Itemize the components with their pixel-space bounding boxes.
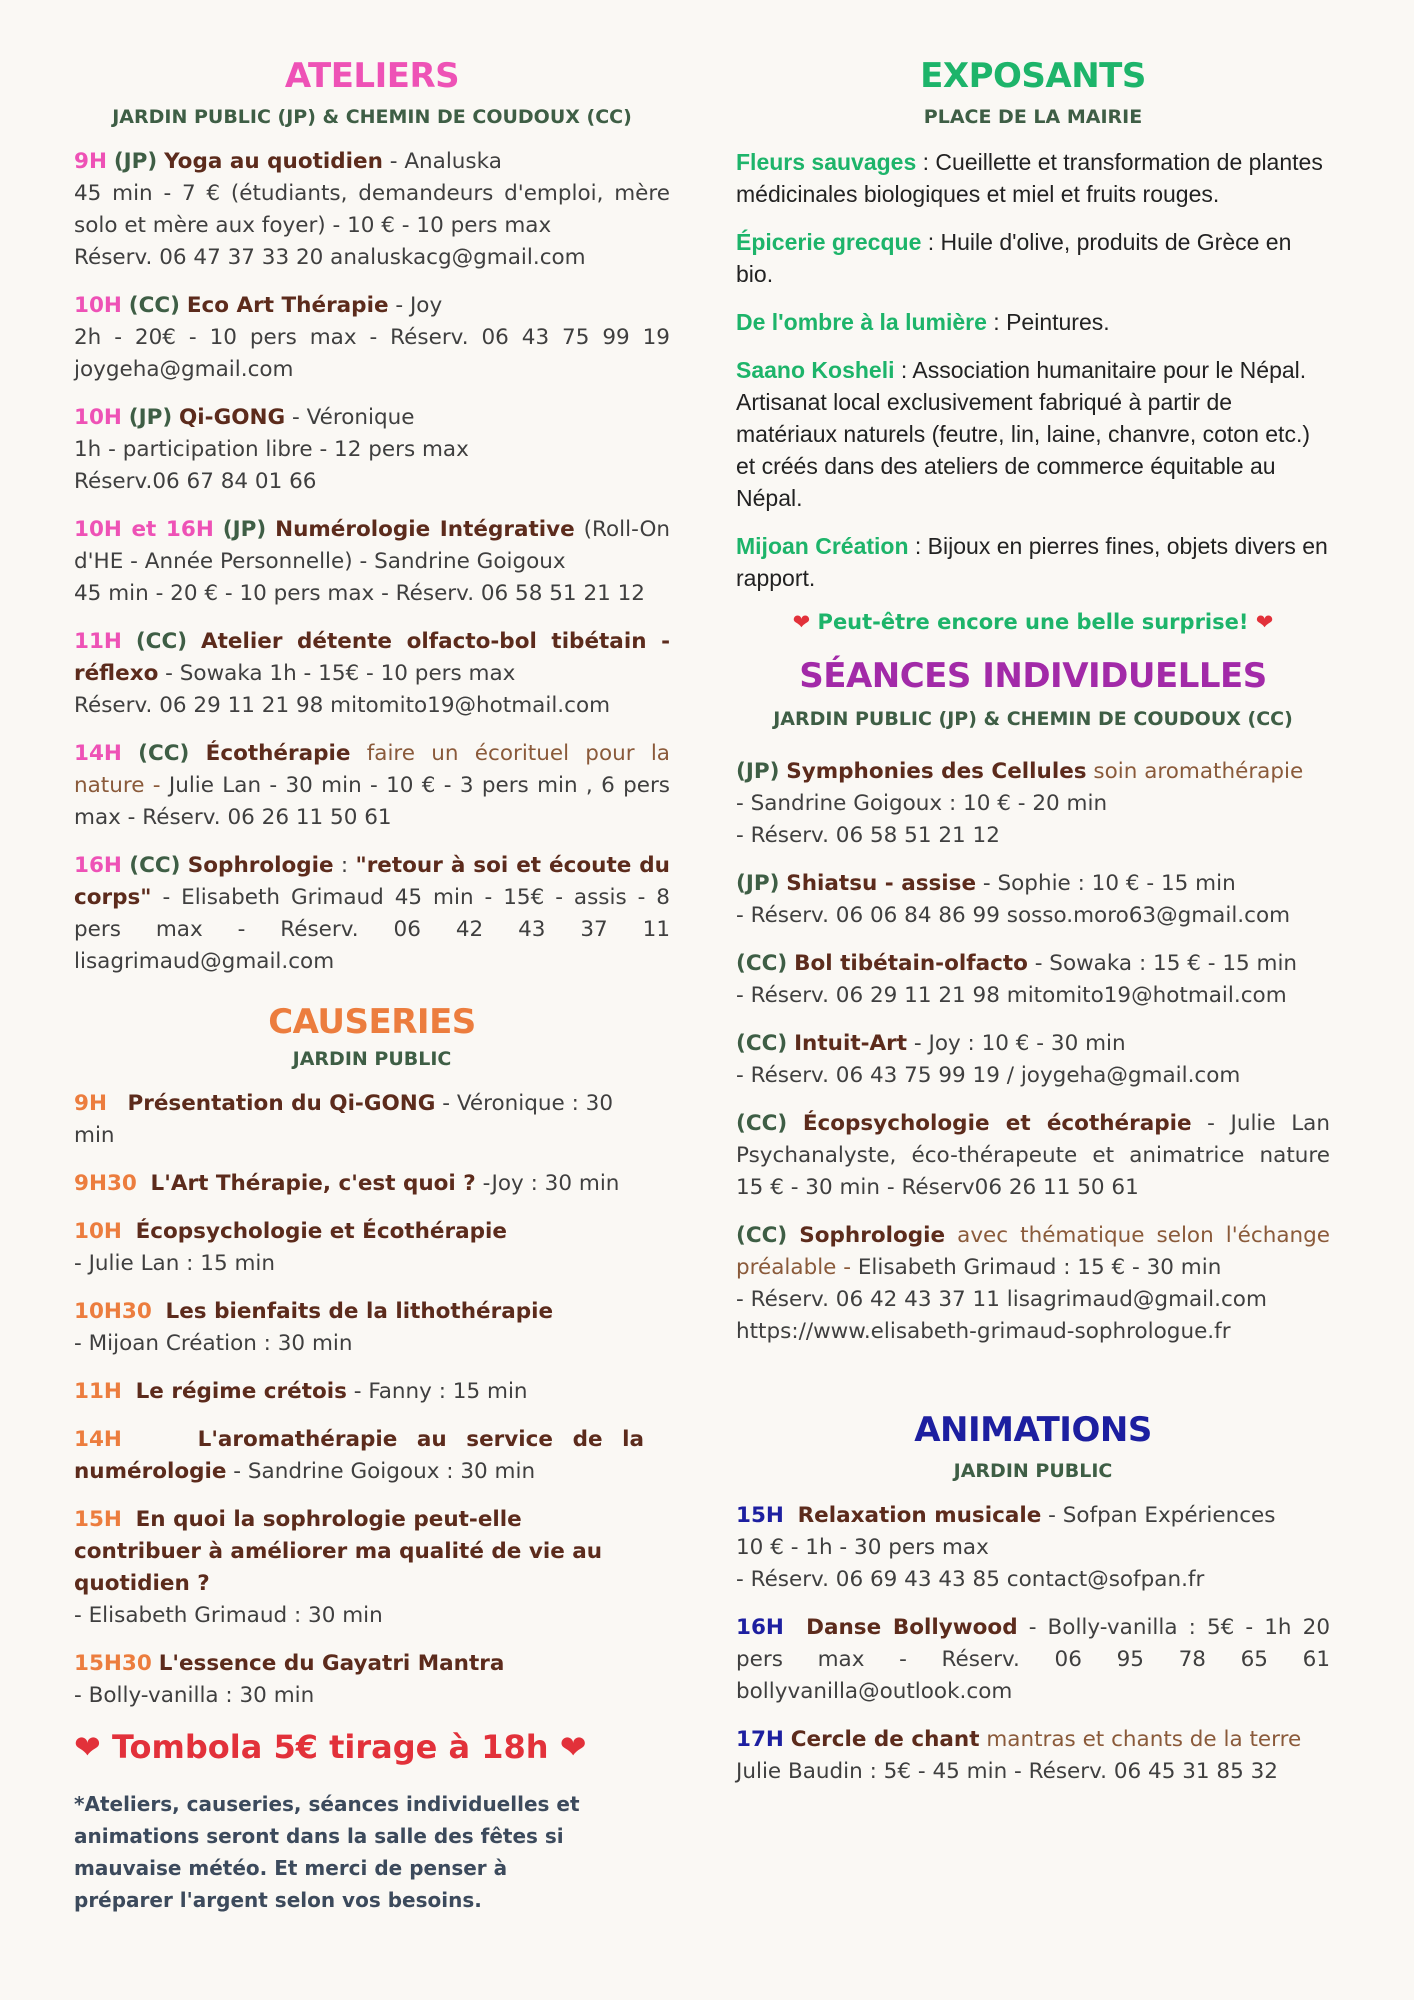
animations-subtitle: JARDIN PUBLIC	[953, 1460, 1113, 1482]
atelier-item	[74, 738, 670, 834]
atelier-time: 9H	[74, 149, 107, 174]
atelier-item	[74, 850, 670, 978]
seance-title: Sophrologie	[799, 1223, 946, 1248]
seance-details: - Joy : 10 € - 30 min	[907, 1031, 1126, 1056]
surprise-text: Peut-être encore une belle surprise!	[817, 610, 1249, 634]
seances-subtitle: JARDIN PUBLIC (JP) & CHEMIN DE COUDOUX (CC)	[773, 708, 1293, 730]
exposant-name: Épicerie grecque	[736, 229, 922, 255]
seance-booking: - Réserv. 06 43 75 99 19 / joygeha@gmail.com	[736, 1063, 1241, 1088]
atelier-host: (Roll-On d'HE - Année Personnelle) - Sandrine Goigoux	[74, 517, 671, 574]
atelier-time: 11H	[74, 629, 122, 654]
animation-title: Danse Bollywood	[806, 1615, 1018, 1640]
weather-note: *Ateliers, causeries, séances individuelles et animations seront dans la salle des fêtes si mauvaise météo. Et merci de penser à préparer l'argent selon vos besoins.	[74, 1792, 580, 1912]
animation-title: Cercle de chant	[790, 1727, 980, 1752]
causerie-title: L'Art Thérapie, c'est quoi ?	[150, 1171, 476, 1196]
seances-heading: SÉANCES INDIVIDUELLES	[799, 656, 1267, 696]
seance-description: soin aromathérapie	[1086, 759, 1304, 784]
seance-booking: - Réserv. 06 29 11 21 98 mitomito19@hotmail.com	[736, 983, 1287, 1008]
causerie-time: 15H	[74, 1507, 122, 1532]
causerie-speaker: - Bolly-vanilla : 30 min	[74, 1683, 315, 1708]
seance-website[interactable]: https://www.elisabeth-grimaud-sophrologue.fr	[736, 1319, 1231, 1344]
seance-booking: - Réserv. 06 42 43 37 11 lisagrimaud@gmail.com	[736, 1287, 1267, 1312]
animation-host: - Bolly-vanilla : 5€ - 1h 20 pers max - Réserv. 06 95 78 65 61 bollyvanilla@outlook.com	[736, 1615, 1331, 1704]
seance-location: (CC)	[736, 1111, 788, 1136]
causerie-item	[74, 1088, 644, 1152]
atelier-title: Yoga au quotidien	[164, 149, 383, 174]
seance-item	[736, 1028, 1330, 1092]
atelier-item	[74, 514, 670, 610]
animation-item	[736, 1500, 1330, 1596]
exposant-description: : Peintures.	[986, 309, 1110, 335]
causerie-speaker: - Julie Lan : 15 min	[74, 1251, 275, 1276]
causerie-title: L'essence du Gayatri Mantra	[158, 1651, 505, 1676]
seance-title: Écopsychologie et écothérapie	[802, 1111, 1192, 1136]
atelier-details: 1h - participation libre - 12 pers max	[74, 437, 469, 462]
atelier-time: 10H	[74, 293, 122, 318]
causerie-time: 15H30	[74, 1651, 152, 1676]
surprise-note	[736, 610, 1330, 634]
causerie-speaker: - Fanny : 15 min	[346, 1379, 528, 1404]
seance-details: - Sandrine Goigoux : 10 € - 20 min	[736, 791, 1108, 816]
atelier-details: 2h - 20€ - 10 pers max - Réserv. 06 43 75 99 19 joygeha@gmail.com	[74, 325, 670, 382]
animation-description: mantras et chants de la terre	[979, 1727, 1302, 1752]
seance-details: - Sophie : 10 € - 15 min	[976, 871, 1236, 896]
animation-time: 17H	[736, 1727, 784, 1752]
causeries-heading: CAUSERIES	[268, 1002, 476, 1042]
atelier-item	[74, 626, 670, 722]
causerie-title: Les bienfaits de la lithothérapie	[165, 1299, 554, 1324]
seance-location: (JP)	[736, 871, 780, 896]
atelier-host: - Joy	[388, 293, 443, 318]
seance-item	[736, 756, 1330, 852]
atelier-host: - Elisabeth Grimaud 45 min - 15€ - assis - 8 pers max - Réserv. 06 42 43 37 11 lisagrimaud@gmail.com	[74, 885, 670, 974]
seance-location: (CC)	[736, 951, 788, 976]
right-column	[736, 0, 1330, 1804]
exposant-name: De l'ombre à la lumière	[736, 309, 987, 335]
causerie-item	[74, 1296, 644, 1360]
heart-icon: ❤	[792, 610, 811, 634]
tombola-text: Tombola 5€ tirage à 18h	[111, 1728, 549, 1766]
heart-icon: ❤	[1255, 610, 1274, 634]
causeries-subtitle: JARDIN PUBLIC	[292, 1048, 452, 1070]
seance-details: - Sowaka : 15 € - 15 min	[1027, 951, 1298, 976]
atelier-time: 16H	[74, 853, 122, 878]
seance-item	[736, 868, 1330, 932]
seance-item	[736, 1108, 1330, 1204]
heart-icon: ❤	[74, 1728, 101, 1766]
atelier-host: Julie Lan - 30 min - 10 € - 3 pers min , 6 pers max - Réserv. 06 26 11 50 61	[74, 773, 670, 830]
seance-booking: - Réserv. 06 06 84 86 99 sosso.moro63@gmail.com	[736, 903, 1291, 928]
atelier-title: Écothérapie	[205, 741, 351, 766]
causerie-item	[74, 1648, 644, 1712]
exposant-name: Fleurs sauvages	[736, 149, 917, 175]
exposant-item	[736, 306, 1330, 338]
seance-title: Bol tibétain-olfacto	[794, 951, 1028, 976]
atelier-host: - Sowaka 1h - 15€ - 10 pers max	[158, 661, 516, 686]
exposant-name: Saano Kosheli	[736, 357, 895, 383]
animation-booking: - Réserv. 06 69 43 43 85 contact@sofpan.fr	[736, 1567, 1205, 1592]
seance-title: Intuit-Art	[794, 1031, 908, 1056]
animation-host: - Sofpan Expériences	[1041, 1503, 1276, 1528]
causerie-time: 9H	[74, 1091, 107, 1116]
atelier-location: (CC)	[135, 629, 188, 654]
atelier-details: 45 min - 7 € (étudiants, demandeurs d'emploi, mère solo et mère aux foyer) - 10 € - 10 pers max	[74, 181, 670, 238]
causerie-speaker: - Sandrine Goigoux : 30 min	[226, 1459, 536, 1484]
causerie-item	[74, 1216, 644, 1280]
exposant-item	[736, 146, 1330, 210]
causerie-item	[74, 1424, 644, 1488]
causerie-time: 10H	[74, 1219, 122, 1244]
animation-item	[736, 1724, 1330, 1788]
exposant-item	[736, 354, 1330, 514]
causerie-time: 11H	[74, 1379, 122, 1404]
atelier-title: Sophrologie	[187, 853, 334, 878]
exposant-description: : Association humanitaire pour le Népal. Artisanat local exclusivement fabriqué à partir de matériaux naturels (feutre, lin, laine, chanvre, coton etc.) et créés dans des ateliers de commerce équitable au Népal.	[736, 357, 1311, 511]
causerie-item	[74, 1168, 644, 1200]
heart-icon: ❤	[559, 1728, 587, 1766]
animations-heading: ANIMATIONS	[914, 1410, 1152, 1450]
seance-location: (JP)	[736, 759, 780, 784]
causerie-title: Le régime crétois	[135, 1379, 347, 1404]
atelier-details: 45 min - 20 € - 10 pers max - Réserv. 06 58 51 21 12	[74, 581, 645, 606]
atelier-location: (JP)	[113, 149, 158, 174]
exposant-description: : Cueillette et transformation de plantes médicinales biologiques et miel et fruits rouges.	[736, 149, 1323, 207]
causerie-time: 9H30	[74, 1171, 137, 1196]
atelier-item	[74, 146, 670, 274]
atelier-location: (CC)	[129, 853, 181, 878]
atelier-time: 10H et 16H	[74, 517, 214, 542]
atelier-location: (CC)	[128, 293, 180, 318]
seance-location: (CC)	[736, 1223, 788, 1248]
atelier-description: faire un écorituel pour la nature -	[74, 741, 670, 798]
exposant-item	[736, 226, 1330, 290]
atelier-host: - Analuska	[382, 149, 502, 174]
atelier-title: Qi-GONG	[179, 405, 286, 430]
causerie-title: L'aromathérapie au service de la numérologie	[74, 1427, 644, 1484]
causerie-time: 10H30	[74, 1299, 152, 1324]
seance-item	[736, 1220, 1330, 1348]
exposant-name: Mijoan Création	[736, 533, 909, 559]
causerie-speaker: -Joy : 30 min	[475, 1171, 620, 1196]
exposants-subtitle: PLACE DE LA MAIRIE	[923, 106, 1143, 128]
causerie-title: En quoi la sophrologie peut-elle contribuer à améliorer ma qualité de vie au quotidien ?	[74, 1507, 603, 1596]
exposants-heading: EXPOSANTS	[920, 56, 1146, 96]
causerie-title: Présentation du Qi-GONG	[127, 1091, 436, 1116]
atelier-separator: :	[333, 853, 356, 878]
causerie-speaker: - Mijoan Création : 30 min	[74, 1331, 353, 1356]
animation-booking: Julie Baudin : 5€ - 45 min - Réserv. 06 45 31 85 32	[736, 1759, 1278, 1784]
atelier-title: Atelier détente olfacto-bol tibétain - réflexo	[74, 629, 670, 686]
causerie-title: Écopsychologie et Écothérapie	[135, 1219, 507, 1244]
causeries-list	[74, 1088, 644, 1712]
tombola-banner	[74, 1728, 670, 1766]
seance-title: Symphonies des Cellules	[786, 759, 1087, 784]
atelier-subtitle: "retour à soi et écoute du corps"	[74, 853, 670, 910]
atelier-booking: Réserv. 06 29 11 21 98 mitomito19@hotmail.com	[74, 693, 611, 718]
animation-item	[736, 1612, 1330, 1708]
animation-time: 16H	[736, 1615, 784, 1640]
causerie-item	[74, 1376, 644, 1408]
atelier-item	[74, 402, 670, 498]
causerie-speaker: - Elisabeth Grimaud : 30 min	[74, 1603, 383, 1628]
animation-title: Relaxation musicale	[797, 1503, 1042, 1528]
causerie-time: 14H	[74, 1427, 122, 1452]
ateliers-subtitle: JARDIN PUBLIC (JP) & CHEMIN DE COUDOUX (CC)	[112, 106, 632, 128]
atelier-title: Numérologie Intégrative	[275, 517, 575, 542]
seance-booking: - Réserv. 06 58 51 21 12	[736, 823, 1000, 848]
animation-time: 15H	[736, 1503, 784, 1528]
atelier-location: (JP)	[222, 517, 267, 542]
seance-details: Elisabeth Grimaud : 15 € - 30 min	[851, 1255, 1222, 1280]
exposant-description: : Huile d'olive, produits de Grèce en bio.	[736, 229, 1292, 287]
atelier-booking: Réserv. 06 47 37 33 20 analuskacg@gmail.com	[74, 245, 586, 270]
seance-description: avec thématique selon l'échange préalable -	[736, 1223, 1330, 1280]
seance-location: (CC)	[736, 1031, 788, 1056]
ateliers-heading: ATELIERS	[284, 56, 460, 96]
atelier-host: - Véronique	[285, 405, 415, 430]
atelier-item	[74, 290, 670, 386]
causerie-speaker: - Véronique : 30 min	[74, 1091, 614, 1148]
atelier-time: 14H	[74, 741, 122, 766]
seance-details: - Julie Lan Psychanalyste, éco-thérapeute et animatrice nature 15 € - 30 min - Réserv06 26 11 50 61	[736, 1111, 1330, 1200]
seance-item	[736, 948, 1330, 1012]
exposant-description: : Bijoux en pierres fines, objets divers en rapport.	[736, 533, 1328, 591]
atelier-location: (JP)	[128, 405, 173, 430]
atelier-booking: Réserv.06 67 84 01 66	[74, 469, 317, 494]
left-column	[74, 0, 670, 1916]
atelier-location: (CC)	[138, 741, 190, 766]
animation-details: 10 € - 1h - 30 pers max	[736, 1535, 989, 1560]
atelier-time: 10H	[74, 405, 122, 430]
exposant-item	[736, 530, 1330, 594]
causerie-item	[74, 1504, 644, 1632]
atelier-title: Eco Art Thérapie	[186, 293, 389, 318]
seance-title: Shiatsu - assise	[786, 871, 977, 896]
